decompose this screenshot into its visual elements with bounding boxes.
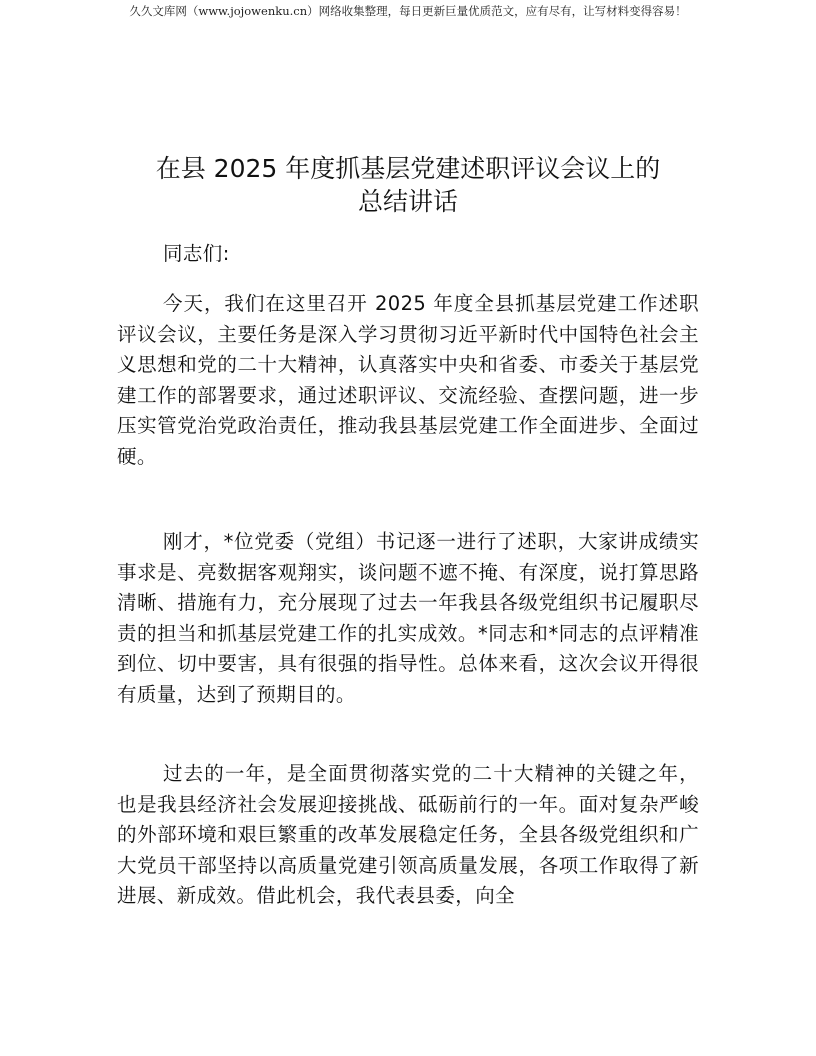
- paragraph-3: 过去的一年，是全面贯彻落实党的二十大精神的关键之年，也是我县经济社会发展迎接挑战、砥砺前行的一年。面对复杂严峻的外部环境和艰巨繁重的改革发展稳定任务，全县各级党组织和广大党员干部坚持以高质量党建引领高质量发展，各项工作取得了新进展、新成效。借此机会，我代表县委，向全: [117, 762, 699, 907]
- title-line-1: 在县 2025 年度抓基层党建述职评议会议上的: [155, 154, 661, 183]
- paragraph-2: 刚才，*位党委（党组）书记逐一进行了述职，大家讲成绩实事求是、亮数据客观翔实，谈问题不遮不掩、有深度，说打算思路清晰、措施有力，充分展现了过去一年我县各级党组织书记履职尽责的担当和抓基层党建工作的扎实成效。*同志和*同志的点评精准到位、切中要害，具有很强的指导性。总体来看，这次会议开得很有质量，达到了预期目的。: [117, 530, 699, 706]
- site-watermark-header: 久久文库网（www.jojowenku.cn）网络收集整理，每日更新巨量优质范文，应有尽有，让写材料变得容易！: [129, 4, 687, 18]
- title-line-2: 总结讲话: [357, 187, 458, 216]
- document-title: [100, 152, 716, 218]
- greeting: 同志们:: [163, 242, 230, 265]
- paragraph-1: 今天，我们在这里召开 2025 年度全县抓基层党建工作述职评议会议，主要任务是深入学习贯彻习近平新时代中国特色社会主义思想和党的二十大精神，认真落实中央和省委、市委关于基层党建工作的部署要求，通过述职评议、交流经验、查摆问题，进一步压实管党治党政治责任，推动我县基层党建工作全面进步、全面过硬。: [117, 292, 699, 468]
